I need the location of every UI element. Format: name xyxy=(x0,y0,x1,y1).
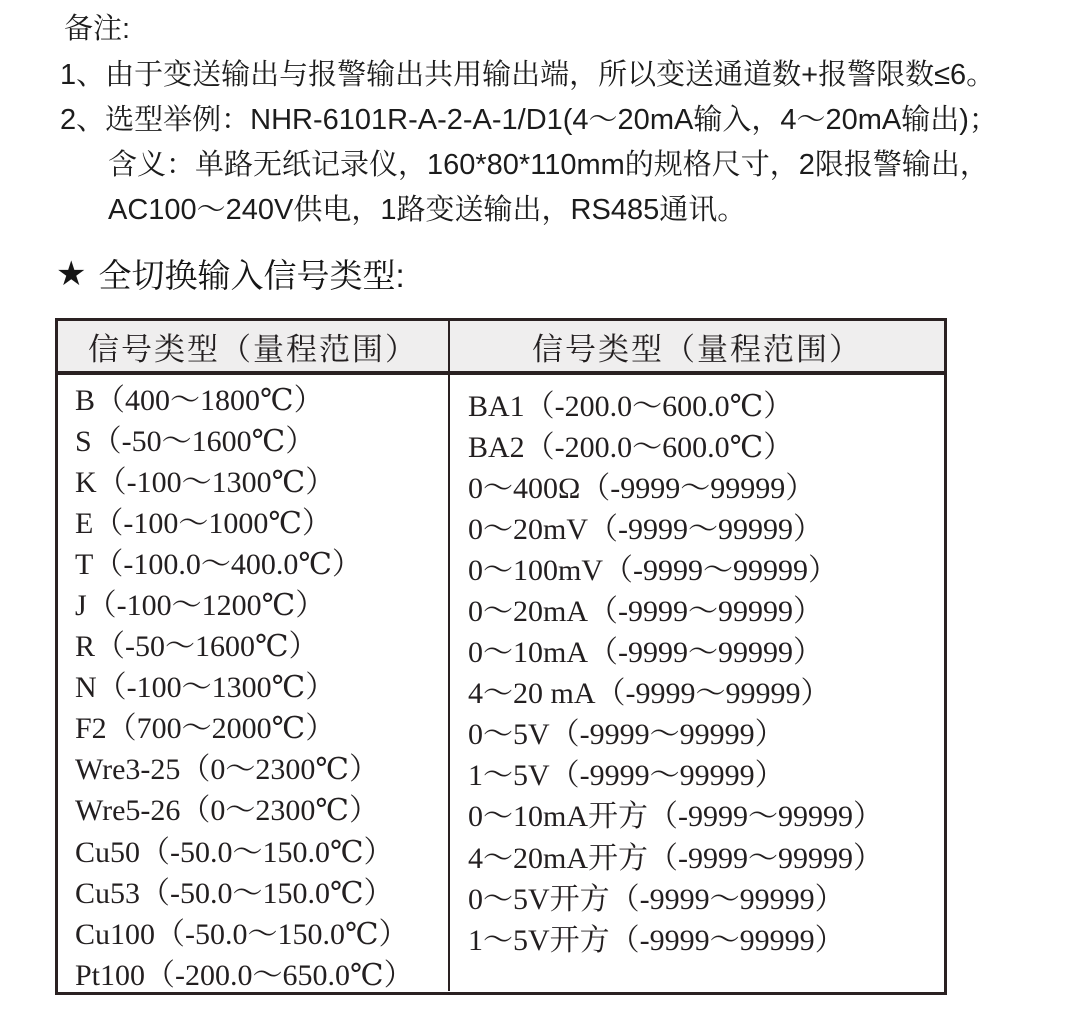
table-row: F2（700～2000℃） xyxy=(75,712,336,746)
table-row: Cu100（-50.0～150.0℃） xyxy=(75,917,409,951)
section-title: 全切换输入信号类型: xyxy=(98,257,405,294)
table-row: T（-100.0～400.0℃） xyxy=(75,547,362,581)
table-row: 0～20mA（-9999～99999） xyxy=(468,595,823,629)
table-header-right: 信号类型（量程范围） xyxy=(532,331,862,367)
table-row: 0～10mA（-9999～99999） xyxy=(468,636,823,670)
table-header-row xyxy=(58,321,944,375)
note-line-3: 含义：单路无纸记录仪，160*80*110mm的规格尺寸，2限报警输出， xyxy=(108,149,989,181)
signal-type-table xyxy=(55,318,947,995)
table-row: Wre5-26（0～2300℃） xyxy=(75,794,379,828)
note-line-4: AC100～240V供电，1路变送输出，RS485通讯。 xyxy=(108,194,747,226)
table-header-left: 信号类型（量程范围） xyxy=(58,321,450,371)
table-row: Cu53（-50.0～150.0℃） xyxy=(75,876,394,910)
table-row: 0～20mV（-9999～99999） xyxy=(468,512,823,546)
table-row: B（400～1800℃） xyxy=(75,383,324,417)
table-row: Pt100（-200.0～650.0℃） xyxy=(75,958,414,992)
table-row: 4～20 mA（-9999～99999） xyxy=(468,677,831,711)
table-row: 1～5V开方（-9999～99999） xyxy=(468,923,845,957)
section-heading xyxy=(56,250,405,297)
table-row: BA2（-200.0～600.0℃） xyxy=(468,430,794,464)
note-line-2: 2、选型举例：NHR-6101R-A-2-A-1/D1(4～20mA输入，4～20mA输出)； xyxy=(60,104,998,136)
table-row: 4～20mA开方（-9999～99999） xyxy=(468,841,883,875)
table-row: 0～100mV（-9999～99999） xyxy=(468,553,838,587)
table-row: K（-100～1300℃） xyxy=(75,465,336,499)
table-row: S（-50～1600℃） xyxy=(75,424,316,458)
table-row: 0～10mA开方（-9999～99999） xyxy=(468,800,883,834)
table-row: E（-100～1000℃） xyxy=(75,506,332,540)
table-body xyxy=(58,375,944,991)
notes-label: 备注: xyxy=(64,13,131,45)
table-row: Cu50（-50.0～150.0℃） xyxy=(75,835,394,869)
table-row: R（-50～1600℃） xyxy=(75,630,319,664)
table-row: N（-100～1300℃） xyxy=(75,671,336,705)
table-row: BA1（-200.0～600.0℃） xyxy=(468,389,794,423)
table-row: 0～400Ω（-9999～99999） xyxy=(468,471,816,505)
table-row: 0～5V（-9999～99999） xyxy=(468,718,785,752)
table-column-left xyxy=(58,375,450,991)
table-column-right xyxy=(450,375,944,991)
table-row: 0～5V开方（-9999～99999） xyxy=(468,882,845,916)
note-line-1: 1、由于变送输出与报警输出共用输出端，所以变送通道数+报警限数≤6。 xyxy=(60,59,996,91)
table-row: Wre3-25（0～2300℃） xyxy=(75,753,379,787)
table-row: 1～5V（-9999～99999） xyxy=(468,759,785,793)
table-row: J（-100～1200℃） xyxy=(75,589,326,623)
star-icon: ★ xyxy=(56,254,87,293)
